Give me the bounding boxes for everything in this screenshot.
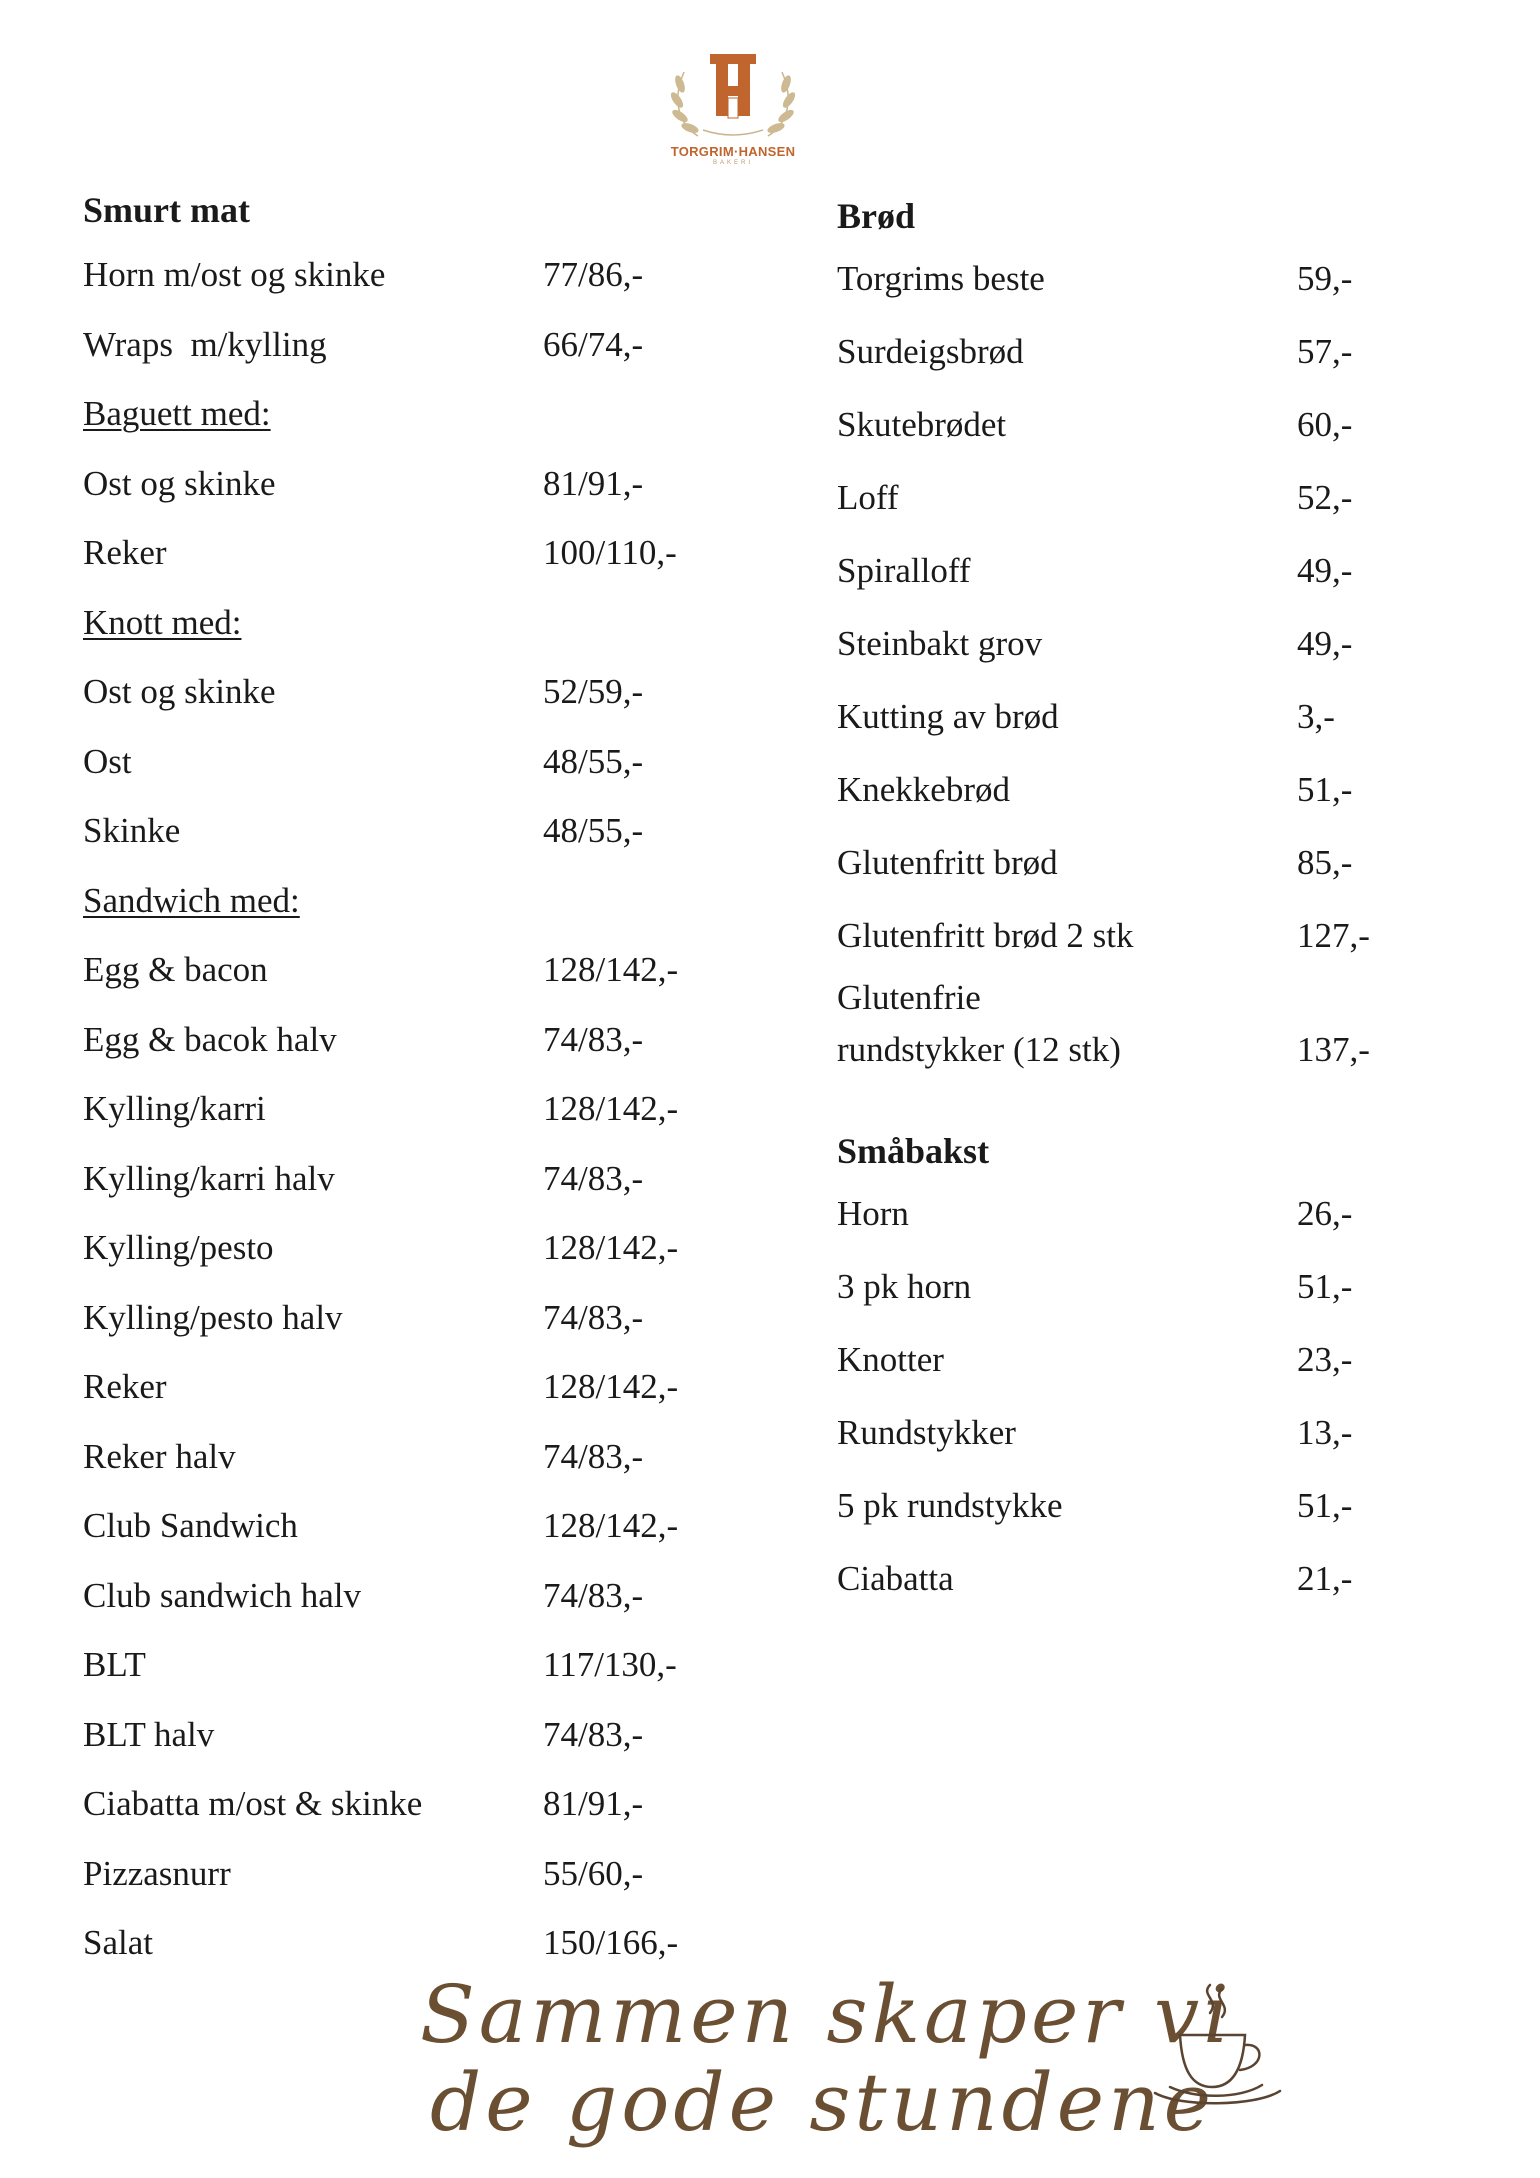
item-name: Horn	[837, 1194, 909, 1233]
menu-item	[83, 240, 723, 310]
subheading-knott: Knott med:	[83, 602, 242, 642]
item-name: Egg & bacok halv	[83, 1019, 337, 1059]
item-price: 51,-	[1297, 1486, 1353, 1525]
item-name: Reker	[83, 1367, 167, 1406]
item-name: Knotter	[837, 1340, 944, 1379]
menu-item	[83, 310, 723, 380]
item-price: 21,-	[1297, 1559, 1353, 1598]
item-name: Glutenfritt brød	[837, 843, 1058, 882]
item-name: Spiralloff	[837, 551, 971, 590]
item-name: Skinke	[83, 811, 181, 850]
item-price: 81/91,-	[543, 463, 644, 503]
menu-item	[83, 449, 723, 519]
menu-item	[83, 1630, 723, 1700]
menu-item	[837, 534, 1437, 607]
item-price: 55/60,-	[543, 1853, 644, 1893]
logo-name: TORGRIM·HANSEN	[670, 144, 796, 159]
menu-item	[837, 388, 1437, 461]
menu-item	[837, 1250, 1437, 1323]
item-price: 52,-	[1297, 478, 1353, 517]
subheading-sandwich: Sandwich med:	[83, 880, 300, 920]
item-price: 57,-	[1297, 332, 1353, 371]
item-name: Glutenfritt brød 2 stk	[837, 916, 1134, 955]
item-price: 51,-	[1297, 1267, 1353, 1306]
item-price: 150/166,-	[543, 1923, 679, 1962]
item-name: Ost	[83, 741, 132, 781]
menu-item	[83, 1352, 723, 1422]
item-name: 3 pk horn	[837, 1267, 972, 1306]
menu-item	[83, 935, 723, 1005]
menu-item	[837, 972, 1437, 1069]
item-name: Egg & bacon	[83, 950, 268, 989]
smurt-mat-section	[83, 186, 723, 1978]
item-name	[837, 972, 1121, 1076]
slogan-line-2: de gode stundene	[430, 2056, 1216, 2149]
menu-item	[83, 1283, 723, 1353]
menu-item	[83, 796, 723, 866]
item-name: Kutting av brød	[837, 697, 1059, 736]
item-price: 100/110,-	[543, 533, 677, 572]
item-price: 74/83,-	[543, 1714, 644, 1754]
item-name: Salat	[83, 1923, 153, 1962]
section-heading: Smurt mat	[83, 190, 250, 230]
item-price: 128/142,-	[543, 950, 679, 989]
bakery-logo	[658, 44, 808, 174]
item-price: 85,-	[1297, 843, 1353, 882]
coffee-cup-icon	[1140, 1975, 1290, 2135]
item-name: Reker	[83, 533, 167, 572]
item-price: 60,-	[1297, 405, 1353, 444]
item-price: 128/142,-	[543, 1506, 679, 1545]
item-price: 49,-	[1297, 624, 1353, 663]
item-name: 5 pk rundstykke	[837, 1486, 1063, 1525]
item-price: 26,-	[1297, 1194, 1353, 1233]
item-name: BLT	[83, 1645, 146, 1684]
item-name: Kylling/karri	[83, 1089, 266, 1128]
item-price: 51,-	[1297, 770, 1353, 809]
menu-item	[83, 1769, 723, 1839]
menu-item	[837, 753, 1437, 826]
item-name: Rundstykker	[837, 1413, 1016, 1452]
menu-item	[83, 1144, 723, 1214]
item-price: 137,-	[1297, 1030, 1370, 1069]
item-name: Club Sandwich	[83, 1506, 298, 1545]
menu-item	[83, 1005, 723, 1075]
item-price: 59,-	[1297, 259, 1353, 298]
item-price: 13,-	[1297, 1413, 1353, 1452]
item-name: Skutebrødet	[837, 405, 1007, 444]
item-price: 81/91,-	[543, 1784, 644, 1823]
menu-item	[83, 1839, 723, 1909]
item-name: Kylling/pesto	[83, 1228, 274, 1267]
item-name-line1: Glutenfrie	[837, 978, 981, 1017]
item-name: BLT halv	[83, 1714, 215, 1754]
menu-item	[837, 315, 1437, 388]
item-name: Kylling/pesto halv	[83, 1297, 343, 1337]
item-name: Horn m/ost og skinke	[83, 255, 386, 294]
menu-item	[837, 899, 1437, 972]
menu-item	[837, 1469, 1437, 1542]
item-price: 117/130,-	[543, 1645, 677, 1684]
item-price: 74/83,-	[543, 1436, 644, 1476]
menu-item	[837, 1323, 1437, 1396]
menu-item	[837, 680, 1437, 753]
item-name: Torgrims beste	[837, 259, 1045, 298]
item-name: Kylling/karri halv	[83, 1158, 335, 1198]
menu-item	[837, 1542, 1437, 1615]
item-name: Ciabatta	[837, 1559, 954, 1598]
item-price: 48/55,-	[543, 811, 644, 850]
section-heading-smabakst: Småbakst	[837, 1131, 990, 1171]
item-name: Loff	[837, 478, 899, 517]
menu-item	[83, 1700, 723, 1770]
item-name: Ost og skinke	[83, 463, 276, 503]
menu-item	[83, 1561, 723, 1631]
item-name-line2: rundstykker (12 stk)	[837, 1030, 1121, 1069]
item-name: Wraps m/kylling	[83, 324, 327, 364]
item-price: 52/59,-	[543, 672, 644, 711]
menu-item	[83, 518, 723, 588]
item-price: 49,-	[1297, 551, 1353, 590]
menu-item	[837, 1396, 1437, 1469]
item-price: 3,-	[1297, 697, 1335, 736]
item-price: 74/83,-	[543, 1297, 644, 1337]
menu-item	[83, 1213, 723, 1283]
right-sections	[837, 190, 1437, 1615]
section-heading-brod: Brød	[837, 196, 916, 236]
item-price: 48/55,-	[543, 741, 644, 781]
item-name: Steinbakt grov	[837, 624, 1043, 663]
item-price: 128/142,-	[543, 1228, 679, 1267]
menu-item	[83, 1074, 723, 1144]
menu-item	[837, 1177, 1437, 1250]
item-price: 74/83,-	[543, 1019, 644, 1059]
item-name: Reker halv	[83, 1436, 236, 1476]
logo-subtitle: BAKERI	[712, 160, 753, 166]
item-price: 127,-	[1297, 916, 1370, 955]
menu-item	[837, 607, 1437, 680]
item-name: Club sandwich halv	[83, 1575, 362, 1615]
item-name: Ciabatta m/ost & skinke	[83, 1784, 423, 1823]
item-price: 77/86,-	[543, 255, 644, 294]
menu-item	[83, 1422, 723, 1492]
menu-item	[83, 727, 723, 797]
item-name: Knekkebrød	[837, 770, 1011, 809]
item-name: Pizzasnurr	[83, 1853, 231, 1893]
item-name: Ost og skinke	[83, 672, 276, 711]
item-price: 23,-	[1297, 1340, 1353, 1379]
item-price: 128/142,-	[543, 1089, 679, 1128]
item-price: 74/83,-	[543, 1575, 644, 1615]
menu-item	[837, 461, 1437, 534]
menu-item	[837, 242, 1437, 315]
item-price: 74/83,-	[543, 1158, 644, 1198]
menu-item	[83, 1491, 723, 1561]
item-name: Surdeigsbrød	[837, 332, 1024, 371]
item-price: 128/142,-	[543, 1367, 679, 1406]
menu-item	[837, 826, 1437, 899]
subheading-baguett: Baguett med:	[83, 394, 271, 433]
item-price: 66/74,-	[543, 324, 644, 364]
menu-item	[83, 657, 723, 727]
slogan-line-1: Sammen skaper vi	[420, 1968, 1233, 2061]
wheat-emblem-icon	[658, 44, 808, 144]
